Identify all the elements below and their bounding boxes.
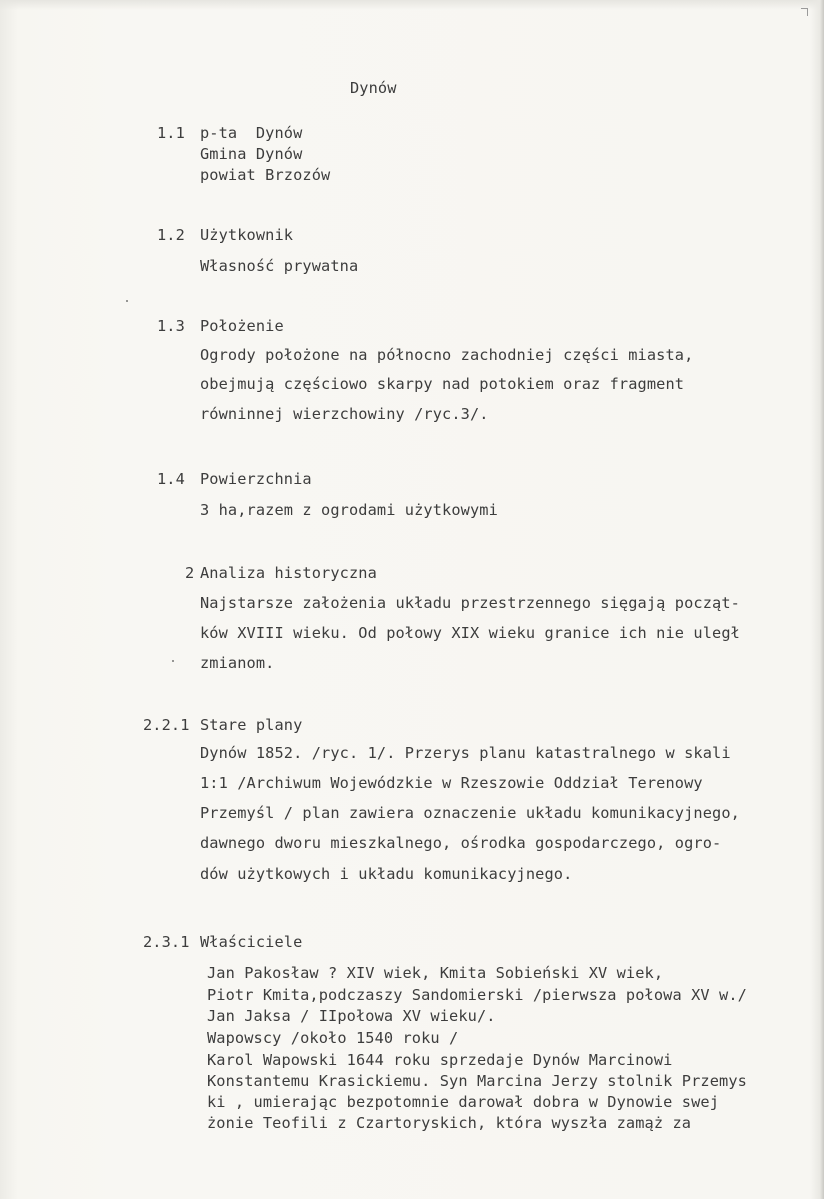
section-line: Przemyśl / plan zawiera oznaczenie układu komunikacyjnego, [200,804,740,822]
section-line: Najstarsze założenia układu przestrzennego sięgają począt- [200,594,740,612]
section-heading: Właściciele [200,933,303,951]
section-heading: Stare plany [200,716,303,734]
section-line: 1:1 /Archiwum Wojewódzkie w Rzeszowie Oddział Terenowy [200,774,703,792]
section-line: obejmują częściowo skarpy nad potokiem oraz fragment [200,375,685,393]
section-line: p-ta Dynów [200,124,303,142]
section-line: Jan Jaksa / IIpołowa XV wieku/. [207,1007,496,1025]
section-line: żonie Teofili z Czartoryskich, która wyszła zamąż za [207,1114,692,1132]
section-line: dawnego dworu mieszkalnego, ośrodka gospodarczego, ogro- [200,834,722,852]
section-line: Piotr Kmita,podczaszy Sandomierski /pierwsza połowa XV w./ [207,986,747,1004]
section-line: ków XVIII wieku. Od połowy XIX wieku granice ich nie uległ [200,624,740,642]
section-number: 2.3.1 [143,933,190,951]
section-line: dów użytkowych i układu komunikacyjnego. [200,865,573,883]
section-heading: Użytkownik [200,226,294,244]
section-line: 3 ha,razem z ogrodami użytkowymi [200,501,498,519]
section-line: Konstantemu Krasickiemu. Syn Marcina Jerzy stolnik Przemys [207,1072,747,1090]
section-line: ki , umierając bezpotomnie darował dobra w Dynowie swej [207,1093,720,1111]
speck [172,660,174,662]
section-line: Wapowscy /około 1540 roku / [207,1029,459,1047]
section-heading: Analiza historyczna [200,564,377,582]
page-right-edge [810,0,824,1199]
section-number: 1.4 [157,470,185,488]
corner-mark [801,8,808,16]
section-line: Własność prywatna [200,257,359,275]
section-number: 1.2 [157,226,185,244]
section-line: Jan Pakosław ? XIV wiek, Kmita Sobieński XV wiek, [207,964,664,982]
section-line: Ogrody położone na północno zachodniej części miasta, [200,346,694,364]
page-title: Dynów [350,79,397,97]
section-line: zmianom. [200,654,275,672]
section-line: Karol Wapowski 1644 roku sprzedaje Dynów Marcinowi [207,1051,673,1069]
section-number: 2 [185,564,195,582]
speck [126,300,128,302]
page-top-edge [0,0,824,10]
section-number: 2.2.1 [143,716,190,734]
section-number: 1.1 [157,124,185,142]
section-line: Dynów 1852. /ryc. 1/. Przerys planu katastralnego w skali [200,744,731,762]
section-heading: Położenie [200,317,284,335]
section-line: powiat Brzozów [200,166,331,184]
section-line: równinnej wierzchowiny /ryc.3/. [200,405,489,423]
section-line: Gmina Dynów [200,145,303,163]
section-number: 1.3 [157,317,185,335]
section-heading: Powierzchnia [200,470,312,488]
